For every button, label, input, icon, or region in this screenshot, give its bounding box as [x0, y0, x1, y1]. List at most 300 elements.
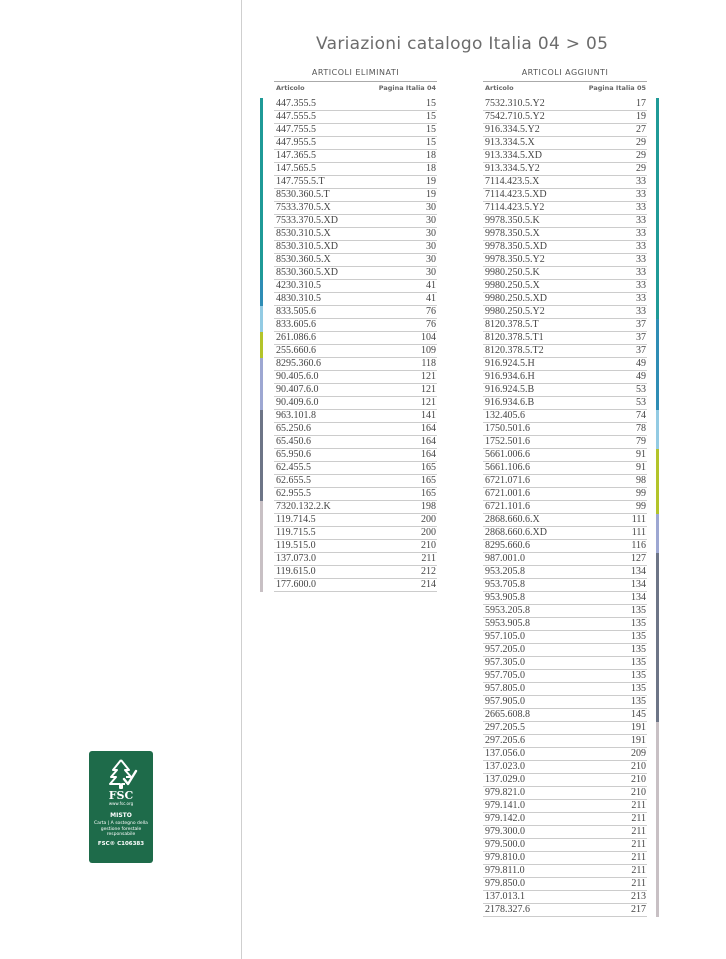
article-code: 137.073.0	[276, 553, 316, 564]
removed-col-code-header: Articolo	[276, 84, 305, 92]
page-number: 134	[631, 592, 646, 603]
page-number: 135	[631, 605, 646, 616]
article-code: 979.811.0	[485, 865, 525, 876]
article-code: 916.934.6.H	[485, 371, 535, 382]
page-number: 111	[631, 514, 646, 525]
article-code: 5953.905.8	[485, 618, 530, 629]
table-row	[274, 345, 437, 358]
table-row	[483, 800, 647, 813]
color-band	[656, 319, 659, 410]
article-code: 6721.101.6	[485, 501, 530, 512]
article-code: 90.409.6.0	[276, 397, 319, 408]
removed-table-top-rule	[274, 81, 437, 82]
page-number: 33	[636, 228, 646, 239]
article-code: 2868.660.6.X	[485, 514, 540, 525]
table-row	[274, 501, 437, 514]
page-number: 134	[631, 579, 646, 590]
table-row	[483, 397, 647, 410]
page-number: 41	[426, 280, 436, 291]
article-code: 9978.350.5.XD	[485, 241, 547, 252]
table-row	[483, 826, 647, 839]
article-code: 916.934.6.B	[485, 397, 535, 408]
article-code: 833.505.6	[276, 306, 316, 317]
table-row	[483, 345, 647, 358]
article-code: 9980.250.5.XD	[485, 293, 547, 304]
page-number: 209	[631, 748, 646, 759]
article-code: 132.405.6	[485, 410, 525, 421]
table-row	[274, 553, 437, 566]
article-code: 147.365.5	[276, 150, 316, 161]
article-code: 9980.250.5.Y2	[485, 306, 545, 317]
table-row	[483, 605, 647, 618]
article-code: 979.821.0	[485, 787, 525, 798]
table-row	[483, 215, 647, 228]
article-code: 913.334.5.Y2	[485, 163, 540, 174]
page-number: 33	[636, 241, 646, 252]
article-code: 833.605.6	[276, 319, 316, 330]
table-row	[483, 683, 647, 696]
table-row	[483, 176, 647, 189]
page-number: 74	[636, 410, 646, 421]
page-number: 165	[421, 462, 436, 473]
page-number: 19	[426, 176, 436, 187]
page-number: 135	[631, 670, 646, 681]
article-code: 7114.423.5.Y2	[485, 202, 545, 213]
page-number: 30	[426, 202, 436, 213]
color-band	[260, 98, 263, 280]
table-row	[483, 319, 647, 332]
page-number: 165	[421, 488, 436, 499]
table-row	[483, 644, 647, 657]
table-row	[274, 228, 437, 241]
page-number: 121	[421, 384, 436, 395]
article-code: 979.500.0	[485, 839, 525, 850]
article-code: 9978.350.5.X	[485, 228, 540, 239]
table-row	[483, 748, 647, 761]
page-number: 211	[631, 800, 646, 811]
fsc-tree-check-icon	[104, 757, 138, 789]
page-number: 15	[426, 124, 436, 135]
article-code: 1752.501.6	[485, 436, 530, 447]
table-row	[274, 124, 437, 137]
page-number: 191	[631, 735, 646, 746]
page-number: 145	[631, 709, 646, 720]
table-row	[274, 293, 437, 306]
table-row	[274, 280, 437, 293]
article-code: 261.086.6	[276, 332, 316, 343]
table-row	[274, 527, 437, 540]
article-code: 147.755.5.T	[276, 176, 325, 187]
table-row	[483, 592, 647, 605]
article-code: 957.805.0	[485, 683, 525, 694]
article-code: 5661.106.6	[485, 462, 530, 473]
table-row	[483, 670, 647, 683]
article-code: 916.924.5.B	[485, 384, 535, 395]
added-col-page-header: Pagina Italia 05	[588, 84, 646, 92]
color-band	[260, 358, 263, 410]
article-code: 957.105.0	[485, 631, 525, 642]
page-number: 33	[636, 280, 646, 291]
page-spine-divider	[241, 0, 242, 959]
article-code: 8295.660.6	[485, 540, 530, 551]
page-number: 121	[421, 397, 436, 408]
table-row	[483, 891, 647, 904]
article-code: 62.955.5	[276, 488, 311, 499]
article-code: 4830.310.5	[276, 293, 321, 304]
page-number: 200	[421, 514, 436, 525]
table-row	[483, 878, 647, 891]
page-number: 210	[631, 774, 646, 785]
article-code: 2665.608.8	[485, 709, 530, 720]
table-row	[483, 189, 647, 202]
color-band	[656, 553, 659, 722]
article-code: 957.705.0	[485, 670, 525, 681]
page-number: 30	[426, 254, 436, 265]
page-number: 91	[636, 462, 646, 473]
article-code: 447.355.5	[276, 98, 316, 109]
table-row	[483, 722, 647, 735]
page-number: 49	[636, 371, 646, 382]
article-code: 65.250.6	[276, 423, 311, 434]
table-row	[483, 657, 647, 670]
color-band	[260, 306, 263, 332]
page-number: 211	[421, 553, 436, 564]
table-row	[274, 137, 437, 150]
page-number: 118	[421, 358, 436, 369]
article-code: 979.850.0	[485, 878, 525, 889]
page-number: 211	[631, 813, 646, 824]
page-number: 33	[636, 254, 646, 265]
page-number: 164	[421, 449, 436, 460]
article-code: 62.455.5	[276, 462, 311, 473]
table-row	[274, 436, 437, 449]
article-code: 913.334.5.X	[485, 137, 535, 148]
article-code: 953.205.8	[485, 566, 525, 577]
article-code: 7114.423.5.X	[485, 176, 540, 187]
table-row	[274, 241, 437, 254]
table-row	[274, 540, 437, 553]
page-number: 18	[426, 163, 436, 174]
article-code: 957.905.0	[485, 696, 525, 707]
page-number: 211	[631, 839, 646, 850]
removed-col-page-header: Pagina Italia 04	[378, 84, 436, 92]
article-code: 137.023.0	[485, 761, 525, 772]
table-row	[483, 735, 647, 748]
color-band	[260, 410, 263, 501]
article-code: 979.141.0	[485, 800, 525, 811]
table-row	[483, 150, 647, 163]
article-code: 953.905.8	[485, 592, 525, 603]
table-row	[274, 579, 437, 592]
table-row	[483, 371, 647, 384]
page-number: 164	[421, 423, 436, 434]
page-number: 30	[426, 241, 436, 252]
page-number: 191	[631, 722, 646, 733]
article-code: 297.205.6	[485, 735, 525, 746]
page-number: 198	[421, 501, 436, 512]
table-row	[483, 111, 647, 124]
added-table-title: ARTICOLI AGGIUNTI	[521, 68, 609, 77]
article-code: 447.555.5	[276, 111, 316, 122]
table-row	[483, 852, 647, 865]
page-number: 29	[636, 163, 646, 174]
article-code: 119.715.5	[276, 527, 316, 538]
table-row	[483, 228, 647, 241]
page-number: 15	[426, 137, 436, 148]
page-number: 210	[631, 761, 646, 772]
article-code: 2178.327.6	[485, 904, 530, 915]
article-code: 119.515.0	[276, 540, 316, 551]
table-row	[483, 501, 647, 514]
page-number: 141	[421, 410, 436, 421]
article-code: 119.714.5	[276, 514, 316, 525]
table-row	[483, 566, 647, 579]
article-code: 9980.250.5.X	[485, 280, 540, 291]
table-row	[274, 306, 437, 319]
page-number: 127	[631, 553, 646, 564]
table-row	[483, 137, 647, 150]
removed-table-title: ARTICOLI ELIMINATI	[311, 68, 400, 77]
article-code: 7542.710.5.Y2	[485, 111, 545, 122]
page-number: 99	[636, 488, 646, 499]
article-code: 137.056.0	[485, 748, 525, 759]
page-number: 33	[636, 202, 646, 213]
article-code: 913.334.5.XD	[485, 150, 542, 161]
table-row	[274, 514, 437, 527]
fsc-certification-logo	[89, 751, 153, 863]
page-number: 135	[631, 657, 646, 668]
page-number: 30	[426, 228, 436, 239]
article-code: 65.450.6	[276, 436, 311, 447]
article-code: 8120.378.5.T	[485, 319, 539, 330]
table-row	[483, 618, 647, 631]
article-code: 5661.006.6	[485, 449, 530, 460]
table-row	[483, 358, 647, 371]
article-code: 9978.350.5.Y2	[485, 254, 545, 265]
article-code: 6721.071.6	[485, 475, 530, 486]
page-number: 134	[631, 566, 646, 577]
article-code: 8530.360.5.T	[276, 189, 330, 200]
article-code: 5953.205.8	[485, 605, 530, 616]
article-code: 90.407.6.0	[276, 384, 319, 395]
page-number: 33	[636, 215, 646, 226]
article-code: 447.955.5	[276, 137, 316, 148]
page-title: Variazioni catalogo Italia 04 > 05	[316, 34, 609, 54]
page-number: 211	[631, 878, 646, 889]
article-code: 987.001.0	[485, 553, 525, 564]
article-code: 957.305.0	[485, 657, 525, 668]
article-code: 137.013.1	[485, 891, 525, 902]
table-row	[483, 384, 647, 397]
article-code: 8530.310.5.X	[276, 228, 331, 239]
table-row	[483, 761, 647, 774]
article-code: 8530.310.5.XD	[276, 241, 338, 252]
table-row	[274, 202, 437, 215]
article-code: 979.142.0	[485, 813, 525, 824]
page-number: 135	[631, 683, 646, 694]
page-number: 111	[631, 527, 646, 538]
page-number: 37	[636, 332, 646, 343]
article-code: 8295.360.6	[276, 358, 321, 369]
page-number: 33	[636, 189, 646, 200]
fsc-description: Carta | A sostegno della gestione forestale responsabile	[94, 821, 148, 837]
page-number: 210	[421, 540, 436, 551]
table-row	[483, 254, 647, 267]
table-row	[274, 488, 437, 501]
page-number: 76	[426, 306, 436, 317]
table-row	[483, 332, 647, 345]
table-row	[483, 787, 647, 800]
page-number: 33	[636, 306, 646, 317]
page-number: 98	[636, 475, 646, 486]
table-row	[483, 540, 647, 553]
page-number: 53	[636, 384, 646, 395]
article-code: 137.029.0	[485, 774, 525, 785]
table-row	[483, 553, 647, 566]
color-band	[260, 332, 263, 358]
table-row	[483, 696, 647, 709]
table-row	[274, 462, 437, 475]
added-col-code-header: Articolo	[485, 84, 514, 92]
color-band	[656, 722, 659, 917]
page-number: 135	[631, 696, 646, 707]
fsc-license-code: FSC® C106383	[97, 840, 145, 847]
article-code: 9978.350.5.K	[485, 215, 540, 226]
page-number: 210	[631, 787, 646, 798]
table-row	[274, 267, 437, 280]
table-row	[274, 98, 437, 111]
article-code: 953.705.8	[485, 579, 525, 590]
table-row	[483, 293, 647, 306]
table-row	[483, 462, 647, 475]
page-number: 213	[631, 891, 646, 902]
table-row	[483, 904, 647, 917]
table-row	[274, 215, 437, 228]
page-number: 121	[421, 371, 436, 382]
color-band	[260, 280, 263, 306]
page-number: 15	[426, 111, 436, 122]
removed-table-body	[274, 98, 437, 592]
article-code: 147.565.5	[276, 163, 316, 174]
page-number: 19	[636, 111, 646, 122]
table-row	[483, 631, 647, 644]
page-number: 30	[426, 267, 436, 278]
page-number: 200	[421, 527, 436, 538]
article-code: 979.810.0	[485, 852, 525, 863]
table-row	[274, 475, 437, 488]
page-number: 29	[636, 137, 646, 148]
table-row	[483, 514, 647, 527]
table-row	[274, 163, 437, 176]
page-number: 76	[426, 319, 436, 330]
page-number: 33	[636, 267, 646, 278]
added-table-header	[483, 84, 647, 96]
table-row	[483, 98, 647, 111]
article-code: 6721.001.6	[485, 488, 530, 499]
table-row	[483, 241, 647, 254]
table-row	[483, 839, 647, 852]
table-row	[274, 332, 437, 345]
article-code: 9980.250.5.K	[485, 267, 540, 278]
fsc-url: www.fsc.org	[108, 801, 134, 806]
page-number: 212	[421, 566, 436, 577]
added-table-top-rule	[483, 81, 647, 82]
page-number: 99	[636, 501, 646, 512]
page-number: 18	[426, 150, 436, 161]
table-row	[274, 111, 437, 124]
article-code: 90.405.6.0	[276, 371, 319, 382]
page-number: 135	[631, 618, 646, 629]
article-code: 65.950.6	[276, 449, 311, 460]
color-band	[656, 410, 659, 449]
table-row	[274, 397, 437, 410]
table-row	[483, 280, 647, 293]
article-code: 963.101.8	[276, 410, 316, 421]
color-band	[260, 501, 263, 592]
page-number: 41	[426, 293, 436, 304]
table-row	[483, 579, 647, 592]
article-code: 255.660.6	[276, 345, 316, 356]
page-number: 165	[421, 475, 436, 486]
page-number: 211	[631, 852, 646, 863]
table-row	[274, 189, 437, 202]
article-code: 979.300.0	[485, 826, 525, 837]
article-code: 177.600.0	[276, 579, 316, 590]
table-row	[483, 410, 647, 423]
color-band	[656, 98, 659, 319]
table-row	[274, 566, 437, 579]
article-code: 7114.423.5.XD	[485, 189, 547, 200]
article-code: 8120.378.5.T1	[485, 332, 544, 343]
table-row	[274, 371, 437, 384]
table-row	[483, 488, 647, 501]
table-row	[483, 813, 647, 826]
table-row	[274, 410, 437, 423]
table-row	[274, 384, 437, 397]
article-code: 7320.132.2.K	[276, 501, 331, 512]
page-number: 211	[631, 865, 646, 876]
fsc-name: FSC	[108, 789, 134, 802]
table-row	[483, 709, 647, 722]
article-code: 8120.378.5.T2	[485, 345, 544, 356]
page-number: 135	[631, 631, 646, 642]
page-number: 214	[421, 579, 436, 590]
page-number: 15	[426, 98, 436, 109]
article-code: 297.205.5	[485, 722, 525, 733]
table-row	[483, 436, 647, 449]
table-row	[274, 254, 437, 267]
page-number: 33	[636, 176, 646, 187]
page-number: 17	[636, 98, 646, 109]
page-number: 217	[631, 904, 646, 915]
page-number: 49	[636, 358, 646, 369]
article-code: 2868.660.6.XD	[485, 527, 547, 538]
page-number: 164	[421, 436, 436, 447]
article-code: 957.205.0	[485, 644, 525, 655]
table-row	[274, 449, 437, 462]
article-code: 916.334.5.Y2	[485, 124, 540, 135]
removed-table-header	[274, 84, 437, 96]
page-number: 37	[636, 345, 646, 356]
article-code: 7532.310.5.Y2	[485, 98, 545, 109]
article-code: 8530.360.5.X	[276, 254, 331, 265]
page-number: 19	[426, 189, 436, 200]
page-number: 211	[631, 826, 646, 837]
table-row	[483, 267, 647, 280]
article-code: 7533.370.5.XD	[276, 215, 338, 226]
table-row	[274, 176, 437, 189]
table-row	[483, 423, 647, 436]
